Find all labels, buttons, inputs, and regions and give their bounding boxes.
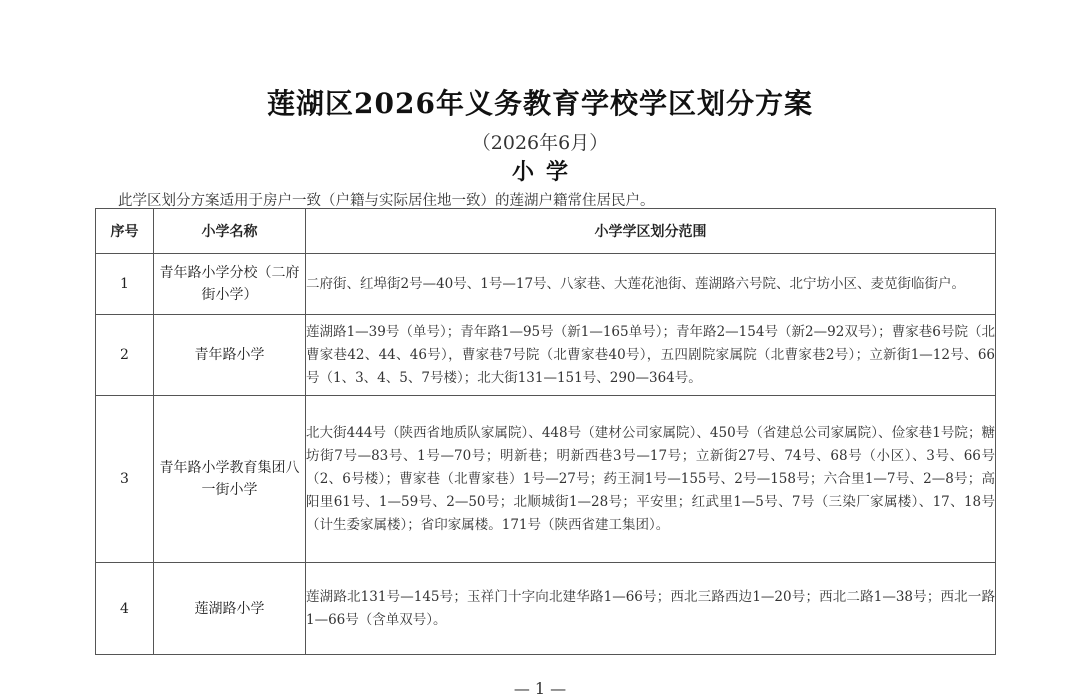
table-row: [96, 563, 996, 655]
document-title: 莲湖区2026年义务教育学校学区划分方案: [267, 87, 813, 120]
table-row: [96, 315, 996, 396]
header-num: 序号: [96, 209, 154, 254]
district-range: 莲湖路1—39号（单号）；青年路1—95号（新1—165单号）；青年路2—154号（新2—92双号）；曹家巷6号院（北曹家巷42、44、46号），曹家巷7号院（北曹家巷40号），五四剧院家属院（北曹家巷2号）；立新街1—12号、66号（1、3、4、5、7号楼）；北大街131—151号、290—364号。: [306, 315, 996, 396]
header-school-name: 小学名称: [154, 209, 306, 254]
row-num: 1: [96, 254, 154, 315]
school-name: 青年路小学教育集团八一街小学: [154, 396, 306, 563]
table-row: [96, 254, 996, 315]
district-range: 莲湖路北131号—145号；玉祥门十字向北建华路1—66号；西北三路西边1—20号；西北二路1—38号；西北一路1—66号（含单双号）。: [306, 563, 996, 655]
row-num: 4: [96, 563, 154, 655]
school-name: 莲湖路小学: [154, 563, 306, 655]
header-district-range: 小学学区划分范围: [306, 209, 996, 254]
district-range: 二府街、红埠街2号—40号、1号—17号、八家巷、大莲花池街、莲湖路六号院、北宁坊小区、麦苋街临街户。: [306, 254, 996, 315]
school-name: 青年路小学分校（二府街小学）: [154, 254, 306, 315]
section-heading: 小学: [511, 159, 580, 185]
row-num: 3: [96, 396, 154, 563]
school-district-table: [95, 208, 996, 655]
district-range: 北大街444号（陕西省地质队家属院）、448号（建材公司家属院）、450号（省建总公司家属院）、俭家巷1号院；糖坊街7号—83号、1号—70号；明新巷；明新西巷3号—17号；立新街27号、74号、68号（小区）、3号、66号（2、6号楼）；曹家巷（北曹家巷）1号—27号；药王洞1号—155号、2号—158号；六合里1—7号、2—8号；高阳里61号、1—59号、2—50号；北顺城街1—28号；平安里；红武里1—5号、7号（三染厂家属楼）、17、18号（计生委家属楼）；省印家属楼。171号（陕西省建工集团）。: [306, 396, 996, 563]
table-row: [96, 396, 996, 563]
table-header-row: [96, 209, 996, 254]
row-num: 2: [96, 315, 154, 396]
school-name: 青年路小学: [154, 315, 306, 396]
document-date: （2026年6月）: [471, 132, 609, 154]
page-number: — 1 —: [513, 679, 567, 698]
intro-text: 此学区划分方案适用于房户一致（户籍与实际居住地一致）的莲湖户籍常住居民户。: [118, 193, 655, 209]
